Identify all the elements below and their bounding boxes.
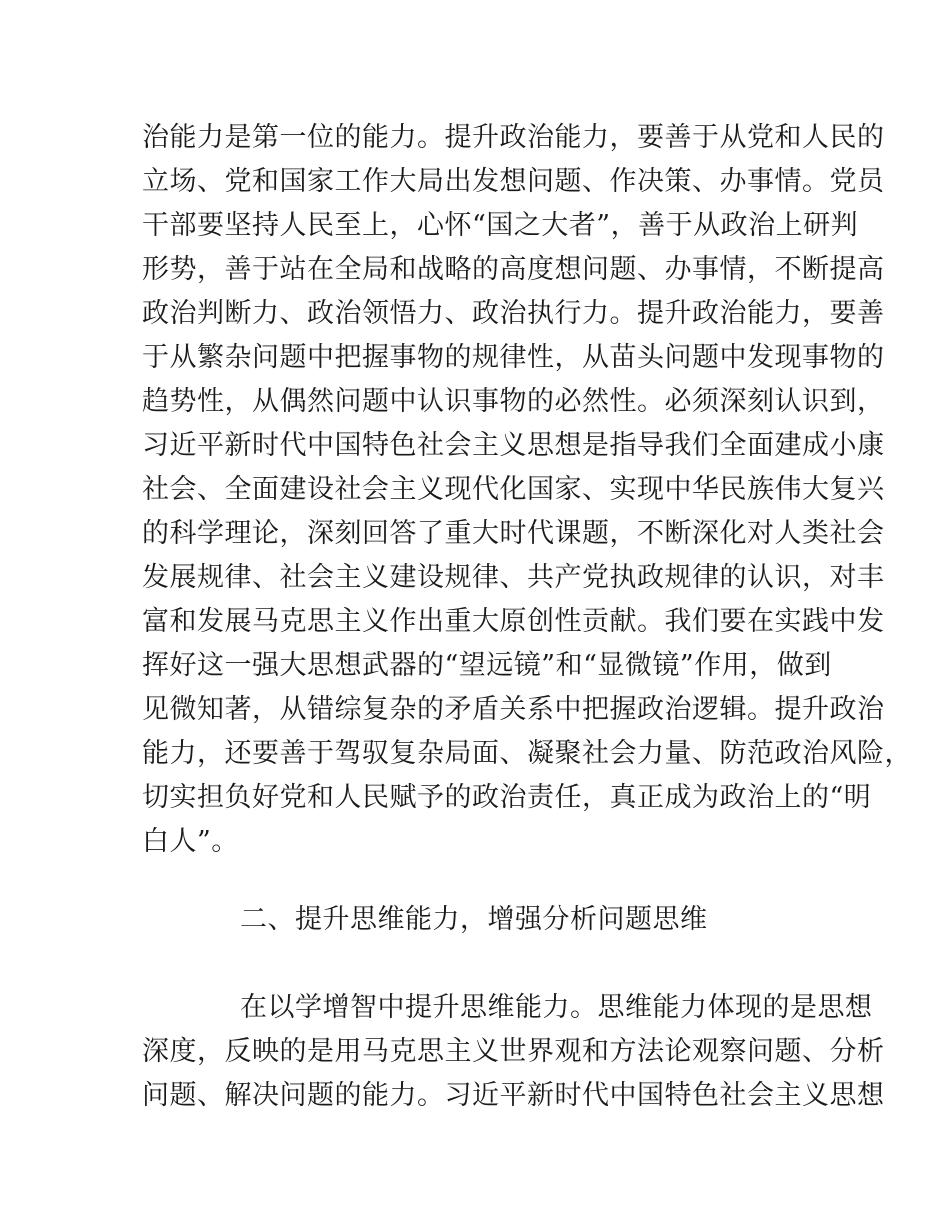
text-line: 治能力是第一位的能力。提升政治能力，要善于从党和人民的 <box>142 122 885 153</box>
text-line: 的科学理论，深刻回答了重大时代课题，不断深化对人类社会 <box>142 518 885 549</box>
text-line: 能力，还要善于驾驭复杂局面、凝聚社会力量、防范政治风险， <box>142 738 912 769</box>
text-line: 社会、全面建设社会主义现代化国家、实现中华民族伟大复兴 <box>142 474 885 505</box>
text-line: 立场、党和国家工作大局出发想问题、作决策、办事情。党员 <box>142 166 885 197</box>
section-heading: 二、提升思维能力，增强分析问题思维 <box>240 904 708 935</box>
text-line: 形势，善于站在全局和战略的高度想问题、办事情，不断提高 <box>142 254 885 285</box>
text-line: 见微知著，从错综复杂的矛盾关系中把握政治逻辑。提升政治 <box>142 694 885 725</box>
text-line: 于从繁杂问题中把握事物的规律性，从苗头问题中发现事物的 <box>142 342 885 373</box>
text-line: 挥好这一强大思想武器的“望远镜”和“显微镜”作用，做到 <box>142 650 832 681</box>
text-line: 政治判断力、政治领悟力、政治执行力。提升政治能力，要善 <box>142 298 885 329</box>
text-line: 富和发展马克思主义作出重大原创性贡献。我们要在实践中发 <box>142 606 885 637</box>
text-line: 问题、解决问题的能力。习近平新时代中国特色社会主义思想 <box>142 1080 885 1111</box>
text-line: 干部要坚持人民至上，心怀“国之大者”，善于从政治上研判 <box>142 210 859 241</box>
text-line: 深度，反映的是用马克思主义世界观和方法论观察问题、分析 <box>142 1036 885 1067</box>
text-line: 白人”。 <box>142 826 239 857</box>
text-line: 发展规律、社会主义建设规律、共产党执政规律的认识，对丰 <box>142 562 885 593</box>
text-line: 切实担负好党和人民赋予的政治责任，真正成为政治上的“明 <box>142 782 872 813</box>
text-line: 在以学增智中提升思维能力。思维能力体现的是思想 <box>240 992 873 1023</box>
text-line: 习近平新时代中国特色社会主义思想是指导我们全面建成小康 <box>142 430 885 461</box>
text-line: 趋势性，从偶然问题中认识事物的必然性。必须深刻认识到， <box>142 386 885 417</box>
